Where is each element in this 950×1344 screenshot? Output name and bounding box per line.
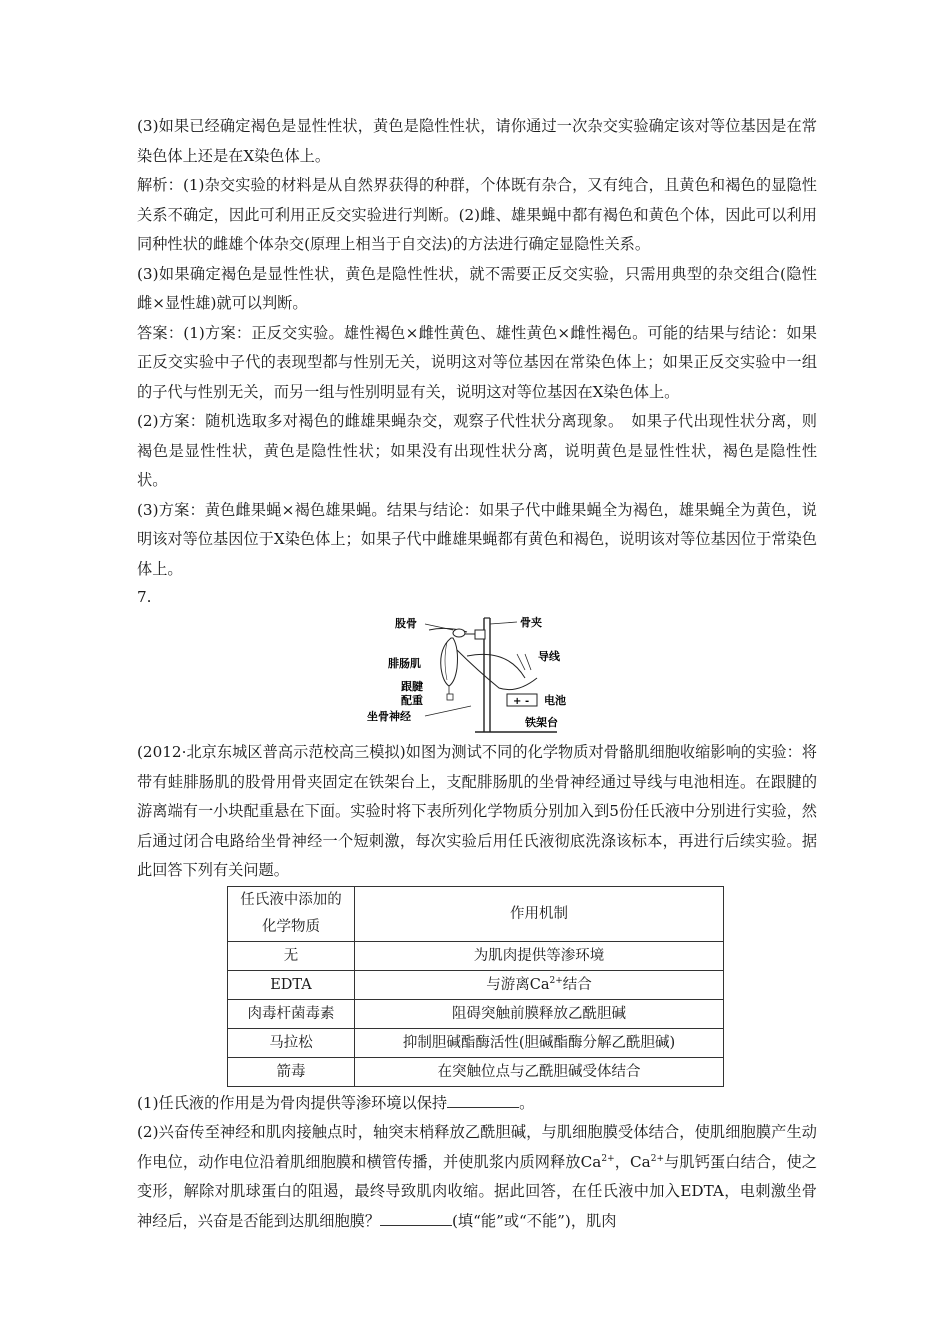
table-row — [228, 941, 724, 970]
table-header-row — [228, 886, 724, 941]
cell-chemical: EDTA — [228, 970, 355, 999]
question-6-part-3: (3)如果已经确定褐色是显性性状，黄色是隐性性状，请你通过一次杂交实验确定该对等位基因是在常染色体上还是在X染色体上。 — [137, 117, 817, 165]
label-sciatic-nerve: 坐骨神经 — [367, 710, 411, 723]
answer-part-1: 答案：(1)方案：正反交实验。雄性褐色×雌性黄色、雄性黄色×雌性褐色。可能的结果与结论：如果正反交实验中子代的表现型都与性别无关，说明这对等位基因在常染色体上；如果正反交实验中一组的子代与性别无关，而另一组与性别明显有关，说明这对等位基因在X染色体上。 — [137, 323, 817, 401]
calcium-charge-superscript: 2+ — [650, 1153, 664, 1164]
sub-question-1-end: 。 — [519, 1093, 535, 1112]
label-clamp: 骨夹 — [520, 616, 542, 629]
label-femur: 股骨 — [395, 617, 417, 630]
cell-chemical: 马拉松 — [228, 1028, 355, 1057]
header-mechanism: 作用机制 — [355, 886, 724, 941]
battery-minus-sign: - — [525, 696, 530, 707]
cell-chemical: 肉毒杆菌毒素 — [228, 999, 355, 1028]
answer-blank-2[interactable] — [380, 1211, 452, 1226]
experiment-figure — [137, 610, 817, 738]
header-chemical: 任氏液中添加的化学物质 — [228, 886, 355, 941]
cell-mechanism: 在突触位点与乙酰胆碱受体结合 — [355, 1057, 724, 1086]
cell-chemical: 箭毒 — [228, 1057, 355, 1086]
sub-question-1-text: (1)任氏液的作用是为骨肉提供等渗环境以保持 — [137, 1093, 448, 1112]
calcium-charge-superscript: 2+ — [601, 1153, 615, 1164]
cell-mechanism: 抑制胆碱酯酶活性(胆碱酯酶分解乙酰胆碱) — [355, 1028, 724, 1057]
label-battery: 电池 — [544, 694, 566, 707]
frog-muscle-apparatus-diagram — [367, 610, 587, 738]
label-wire: 导线 — [538, 650, 560, 663]
answer-part-3: (3)方案：黄色雌果蝇×褐色雄果蝇。结果与结论：如果子代中雌果蝇全为褐色，雄果蝇全为黄色，说明该对等位基因位于X染色体上；如果子代中雌雄果蝇都有黄色和褐色，说明该对等位基因位于常染色体上。 — [137, 500, 817, 578]
table-row — [228, 1028, 724, 1057]
question-7-number: 7. — [137, 588, 152, 606]
label-tendon: 跟腱 — [401, 680, 423, 693]
cell-chemical: 无 — [228, 941, 355, 970]
cell-mechanism: 为肌肉提供等渗环境 — [355, 941, 724, 970]
document-page — [137, 112, 817, 1236]
cell-mechanism: 阻碍突触前膜释放乙酰胆碱 — [355, 999, 724, 1028]
answer-blank-1[interactable] — [447, 1093, 519, 1108]
battery-plus-sign: + — [513, 696, 522, 707]
sub-question-2-part-d: (填“能”或“不能”)，肌肉 — [452, 1211, 617, 1230]
edta-mechanism-text: 与游离$Ca^{2+}$结合 — [486, 975, 592, 993]
analysis-paragraph: 解析：(1)杂交实验的材料是从自然界获得的种群，个体既有杂合，又有纯合，且黄色和褐色的显隐性关系不确定，因此可利用正反交实验进行判断。(2)雌、雄果蝇中都有褐色和黄色个体，因此可以利用同种性状的雌雄个体杂交(原理上相当于自交法)的方法进行确定显隐性关系。 — [137, 176, 817, 253]
chemical-mechanism-table — [227, 886, 724, 1087]
label-weight: 配重 — [401, 694, 423, 707]
analysis-part-3: (3)如果确定褐色是显性性状，黄色是隐性性状，就不需要正反交实验，只需用典型的杂交组合(隐性雌×显性雄)就可以判断。 — [137, 264, 817, 312]
sub-question-2-part-c: 与肌钙蛋白结合，使之变形，解除对肌球蛋白的阻遏，最终导致肌肉收缩。据此回答，在任氏液中加入EDTA，电刺激坐骨神经后，兴奋是否能到达肌细胞膜？ — [137, 1152, 817, 1230]
table-row — [228, 1057, 724, 1086]
sub-question-2-part-b: ，Ca — [614, 1152, 651, 1171]
label-iron-stand: 铁架台 — [525, 716, 558, 729]
table-row — [228, 999, 724, 1028]
sub-question-2 — [137, 1118, 817, 1236]
question-7-intro: (2012·北京东城区普高示范校高三模拟)如图为测试不同的化学物质对骨骼肌细胞收缩影响的实验：将带有蛙腓肠肌的股骨用骨夹固定在铁架台上，支配腓肠肌的坐骨神经通过导线与电池相连。在跟腱的游离端有一小块配重悬在下面。实验时将下表所列化学物质分别加入到5份任氏液中分别进行实验，然后通过闭合电路给坐骨神经一个短刺激，每次实验后用任氏液彻底洗涤该标本，再进行后续实验。据此回答下列有关问题。 — [137, 743, 817, 879]
sub-question-2-part-a: (2)兴奋传至神经和肌肉接触点时，轴突末梢释放乙酰胆碱，与肌细胞膜受体结合，使肌细胞膜产生动作电位，动作电位沿着肌细胞膜和横管传播，并使肌浆内质网释放Ca — [137, 1123, 817, 1171]
calcium-charge-superscript: 2+ — [549, 975, 563, 986]
table-row — [228, 970, 724, 999]
answer-part-2: (2)方案：随机选取多对褐色的雌雄果蝇杂交，观察子代性状分离现象。 如果子代出现性状分离，则褐色是显性性状，黄色是隐性性状；如果没有出现性状分离，说明黄色是显性性状，褐色是隐性性状。 — [137, 412, 817, 489]
cell-mechanism — [355, 970, 724, 999]
label-gastrocnemius: 腓肠肌 — [388, 657, 421, 670]
sub-question-1 — [137, 1089, 817, 1119]
